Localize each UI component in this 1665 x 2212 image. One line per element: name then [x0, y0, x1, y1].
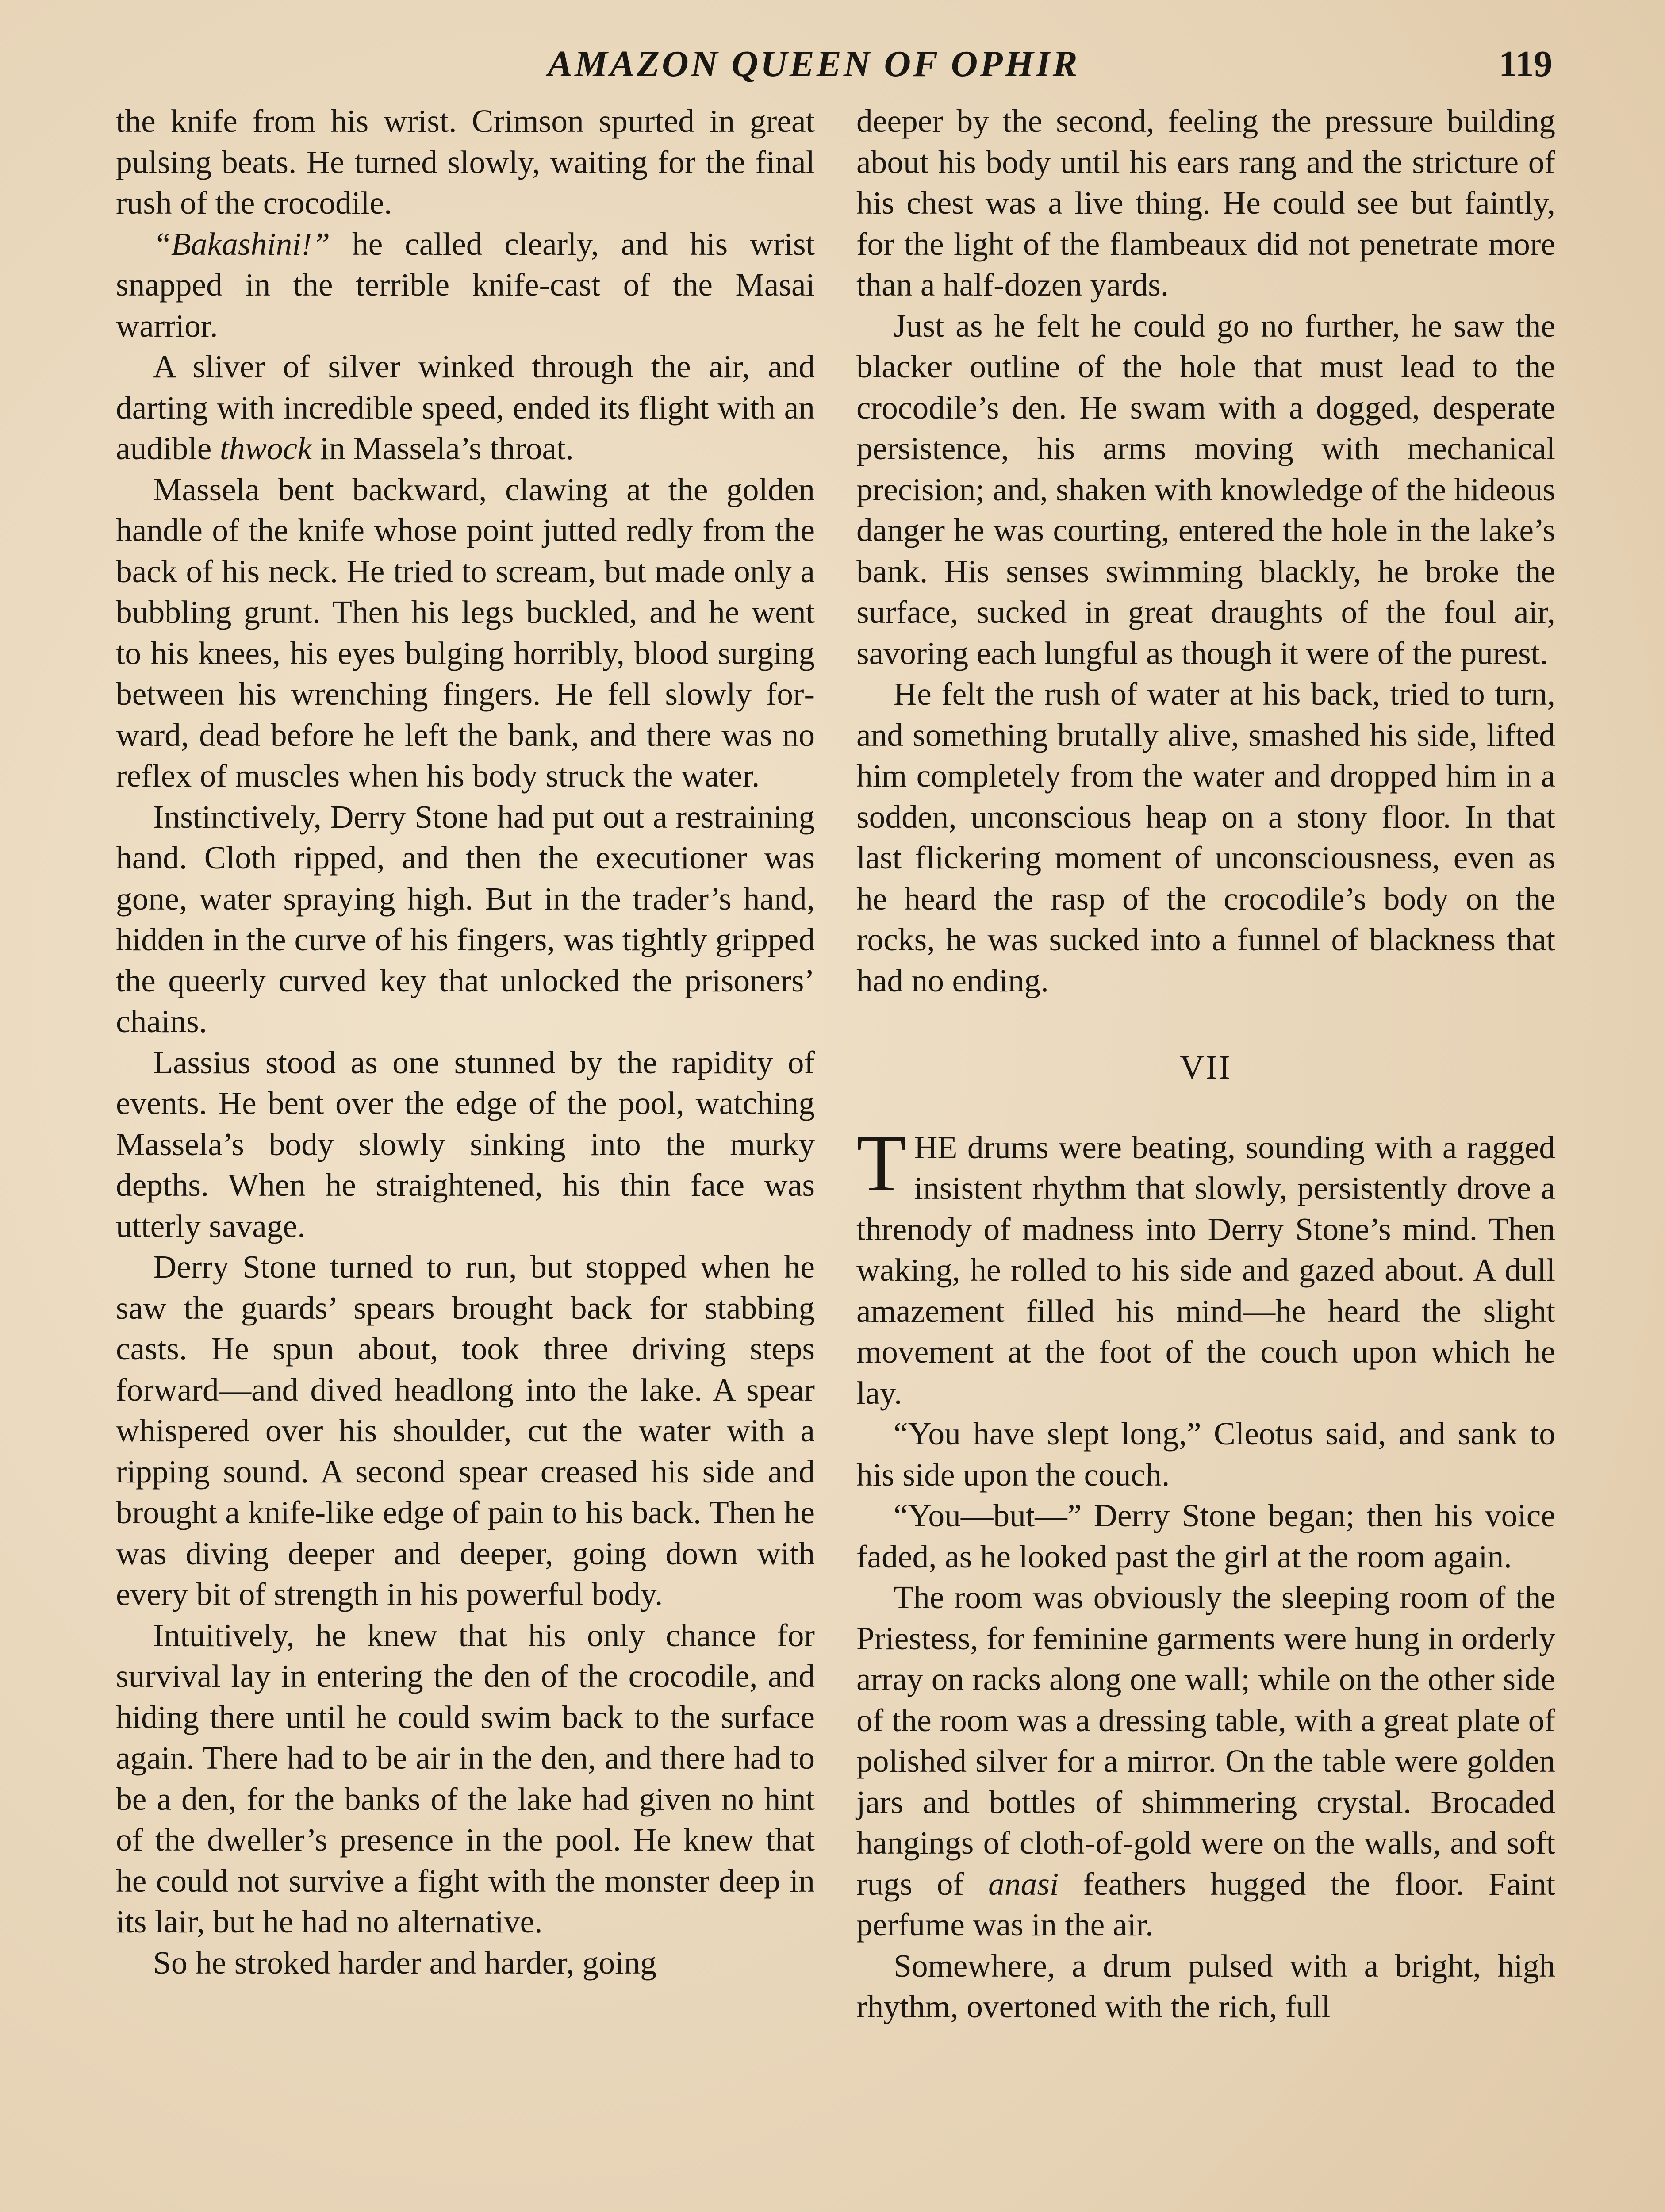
- paragraph: Instinctively, Derry Stone had put out a restraining hand. Cloth ripped, and then the executioner was gone, water spraying high. But in the trader’s hand, hidden in the curve of his fingers, was tightly gripped the queerly curved key that unlocked the prisoners’ chains.: [116, 799, 815, 1039]
- chapter-heading: VII: [1180, 1049, 1232, 1086]
- paragraph-text: in Massela’s throat.: [311, 430, 574, 466]
- running-title: AMAZON QUEEN OF OPHIR: [548, 43, 1080, 84]
- paragraph: [856, 1118, 1555, 1414]
- italic-word: anasi: [988, 1866, 1059, 1902]
- paragraph: So he stroked harder and harder, going: [153, 1944, 656, 1981]
- paragraph: Lassius stood as one stunned by the rapidity of events. He bent over the edge of the pool, watching Massela’s body slowly sinking into the murky depths. When he straightened, his thin face was utterly savage.: [116, 1044, 815, 1244]
- paragraph: Somewhere, a drum pulsed with a bright, high rhythm, overtoned with the rich, full: [856, 1947, 1555, 2024]
- page-number: 119: [1499, 43, 1553, 84]
- paragraph: “You—but—” Derry Stone began; then his voice faded, as he looked past the girl at the room again.: [856, 1498, 1555, 1575]
- paragraph: Just as he felt he could go no further, he saw the blacker outline of the hole that must lead to the crocodile’s den. He swam with a dogged, desperate persistence, his arms moving with mechanical precision; and, shaken with knowledge of the hideous danger he was courting, entered the hole in the lake’s bank. His senses swimming blackly, he broke the surface, sucked in great draughts of the foul air, savoring each lungful as though it were of the purest.: [856, 307, 1555, 671]
- paragraph: Intuitively, he knew that his only chance for survival lay in entering the den of the crocodile, and hiding there until he could swim back to the surface again. There had to be air in the den, and there had to be a den, for the banks of the lake had given no hint of the dweller’s presence in the pool. He knew that he could not survive a fight with the monster deep in its lair, but he had no alternative.: [116, 1617, 815, 1939]
- italic-quote: “Bakashini!”: [153, 226, 330, 262]
- paragraph: [116, 346, 815, 469]
- drop-cap: T: [856, 1118, 906, 1208]
- paragraph: Massela bent backward, clawing at the golden handle of the knife whose point jutted redly from the back of his neck. He tried to scream, but made only a bubbling grunt. Then his legs buckled, and he went to his knees, his eyes bulging horribly, blood surging between his wrenching fingers. He fell slowly forward, dead before he left the bank, and there was no reflex of muscles when his body struck the water.: [116, 471, 815, 794]
- paragraph-text: HE drums were beating, sounding with a ragged insistent rhythm that slowly, persistently drove a threnody of madness into Derry Stone’s mind. Then waking, he rolled to his side and gazed about. A dull amazement filled his mind—he heard the slight movement at the foot of the couch upon which he lay.: [856, 1129, 1555, 1411]
- paragraph-text: he called clearly, and his wrist snapped in the terrible knife-cast of the Masai warrior.: [116, 226, 815, 344]
- paragraph: the knife from his wrist. Crimson spurted in great pulsing beats. He turned slowly, waiting for the final rush of the crocodile.: [116, 103, 815, 221]
- paragraph: “You have slept long,” Cleotus said, and sank to his side upon the couch.: [856, 1416, 1555, 1493]
- paragraph: [116, 224, 815, 347]
- paragraph-text: The room was obviously the sleeping room of the Priestess, for feminine garments were hung in orderly array on racks along one wall; while on the other side of the room was a dressing table, with a great plate of polished silver for a mirror. On the table were golden jars and bottles of shimmering crystal. Brocaded hangings of cloth-of-gold were on the walls, and soft rugs of: [856, 1579, 1555, 1902]
- paragraph-text: A sliver of silver winked through the air, and darting with incredible speed, ended its flight with an audible: [116, 349, 815, 466]
- paragraph: deeper by the second, feeling the pressure building about his body until his ears rang and the stricture of his chest was a live thing. He could see but faintly, for the light of the flambeaux did not penetrate more than a half-dozen yards.: [856, 103, 1555, 303]
- page-header: [0, 42, 1665, 96]
- paragraph-text: feathers hugged the floor. Faint perfume was in the air.: [856, 1866, 1556, 1943]
- left-column: [116, 101, 815, 1983]
- italic-word: thwock: [219, 430, 312, 466]
- right-column: [856, 101, 1555, 2028]
- paragraph: [856, 1577, 1555, 1946]
- paragraph: Derry Stone turned to run, but stopped when he saw the guards’ spears brought back for stabbing casts. He spun about, took three driving steps forward—and dived headlong into the lake. A spear whispered over his shoulder, cut the water with a ripping sound. A second spear creased his side and brought a knife-like edge of pain to his back. Then he was diving deeper and deeper, going down with every bit of strength in his powerful body.: [116, 1249, 815, 1612]
- paragraph: He felt the rush of water at his back, tried to turn, and something brutally alive, smashed his side, lifted him completely from the water and dropped him in a sodden, unconscious heap on a stony floor. In that last flickering moment of unconsciousness, even as he heard the rasp of the crocodile’s body on the rocks, he was sucked into a funnel of blackness that had no ending.: [856, 676, 1555, 998]
